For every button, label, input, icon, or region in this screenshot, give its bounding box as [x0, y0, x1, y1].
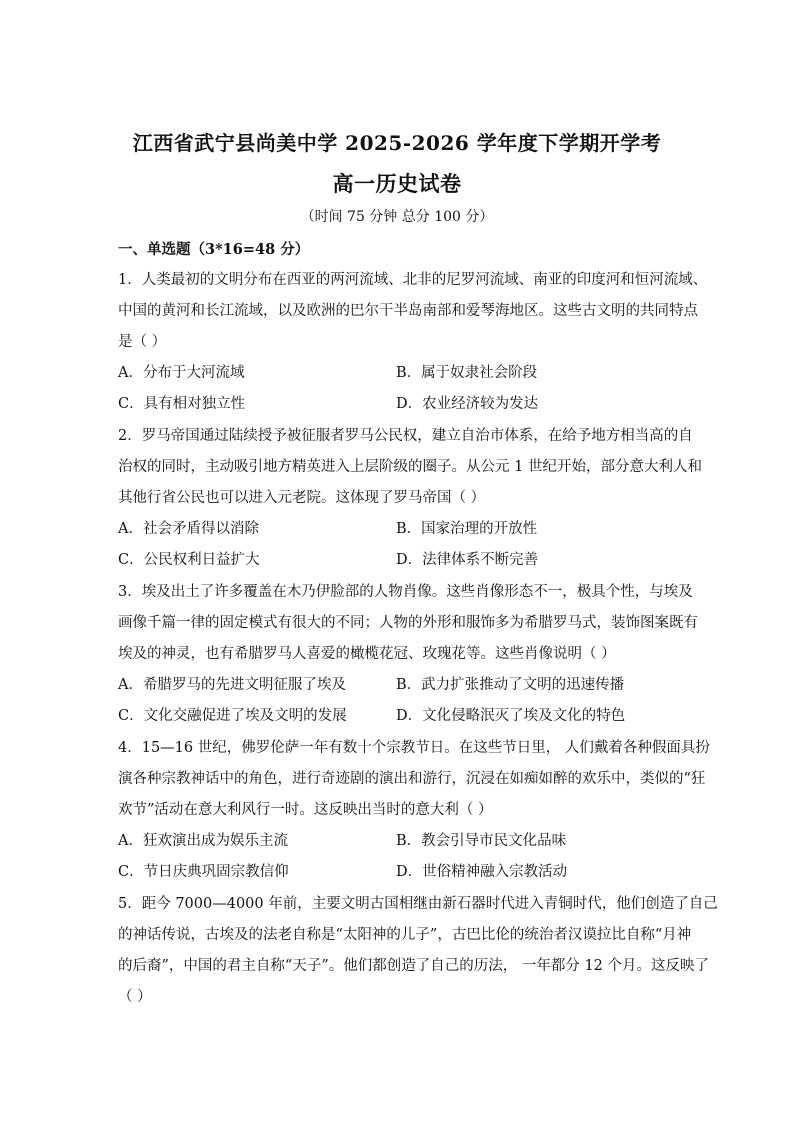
question-3-line-3: 埃及的神灵，也有希腊罗马人喜爱的橄榄花冠、玫瑰花等。这些肖像说明（ ） — [118, 646, 616, 662]
question-1-option-b[interactable]: B．属于奴隶社会阶段 — [396, 365, 538, 381]
question-4-line-2: 演各种宗教神话中的角色，进行奇迹剧的演出和游行，沉浸在如痴如醉的欢乐中，类似的“狂 — [118, 771, 706, 787]
question-1-option-a[interactable]: A．分布于大河流域 — [118, 365, 245, 381]
question-2-line-1: 2．罗马帝国通过陆续授予被征服者罗马公民权，建立自治市体系，在给予地方相当高的自 — [118, 428, 693, 444]
exam-title-line1: 江西省武宁县尚美中学 2025-2026 学年度下学期开学考 — [132, 131, 662, 155]
question-2-option-c[interactable]: C．公民权利日益扩大 — [118, 552, 260, 568]
question-3-option-c[interactable]: C．文化交融促进了埃及文明的发展 — [118, 708, 347, 724]
question-3-option-d[interactable]: D．文化侵略泯灭了埃及文化的特色 — [396, 708, 626, 724]
question-2-option-d[interactable]: D．法律体系不断完善 — [396, 552, 539, 568]
question-4-line-1: 4．15—16 世纪，佛罗伦萨一年有数十个宗教节日。在这些节日里， 人们戴着各种假面具扮 — [118, 740, 710, 756]
question-2-line-3: 其他行省公民也可以进入元老院。这体现了罗马帝国（ ） — [118, 490, 486, 506]
section-heading: 一、单选题（3*16=48 分） — [118, 241, 310, 258]
question-5-line-3: 的后裔”，中国的君主自称“天子”。他们都创造了自己的历法， 一年都分 12 个月。这反映了 — [118, 958, 710, 974]
question-4-option-a[interactable]: A．狂欢演出成为娱乐主流 — [118, 833, 288, 849]
question-3-line-2: 画像千篇一律的固定模式有很大的不同；人物的外形和服饰多为希腊罗马式，装饰图案既有 — [118, 615, 698, 631]
question-2-option-a[interactable]: A．社会矛盾得以消除 — [118, 521, 259, 537]
question-5-line-4: （ ） — [118, 989, 152, 1005]
question-4-line-3: 欢节”活动在意大利风行一时。这反映出当时的意大利（ ） — [118, 802, 493, 818]
question-1-option-d[interactable]: D．农业经济较为发达 — [396, 396, 539, 412]
question-3-option-b[interactable]: B．武力扩张推动了文明的迅速传播 — [396, 677, 625, 693]
question-2-line-2: 治权的同时，主动吸引地方精英进入上层阶级的圈子。从公元 1 世纪开始，部分意大利人和 — [118, 459, 702, 475]
exam-title-line2: 高一历史试卷 — [332, 171, 462, 196]
question-4-option-d[interactable]: D．世俗精神融入宗教活动 — [396, 864, 568, 880]
question-1-line-1: 1．人类最初的文明分布在西亚的两河流域、北非的尼罗河流域、南亚的印度河和恒河流域、 — [118, 272, 708, 288]
question-1-line-3: 是（ ） — [118, 334, 167, 350]
question-5-line-1: 5．距今 7000—4000 年前，主要文明古国相继由新石器时代进入青铜时代，他们创造了自己 — [118, 896, 718, 912]
question-3-option-a[interactable]: A．希腊罗马的先进文明征服了埃及 — [118, 677, 346, 693]
question-3-line-1: 3．埃及出土了许多覆盖在木乃伊脸部的人物肖像。这些肖像形态不一，极具个性，与埃及 — [118, 584, 693, 600]
question-1-option-c[interactable]: C．具有相对独立性 — [118, 396, 246, 412]
question-4-option-c[interactable]: C．节日庆典巩固宗教信仰 — [118, 864, 289, 880]
question-1-line-2: 中国的黄河和长江流域，以及欧洲的巴尔干半岛南部和爱琴海地区。这些古文明的共同特点 — [118, 303, 698, 319]
question-4-option-b[interactable]: B．教会引导市民文化品味 — [396, 833, 567, 849]
question-2-option-b[interactable]: B．国家治理的开放性 — [396, 521, 538, 537]
question-5-line-2: 的神话传说，古埃及的法老自称是“太阳神的儿子”，古巴比伦的统治者汉谟拉比自称“月神 — [118, 927, 692, 943]
exam-subtitle: （时间 75 分钟 总分 100 分） — [300, 209, 494, 225]
